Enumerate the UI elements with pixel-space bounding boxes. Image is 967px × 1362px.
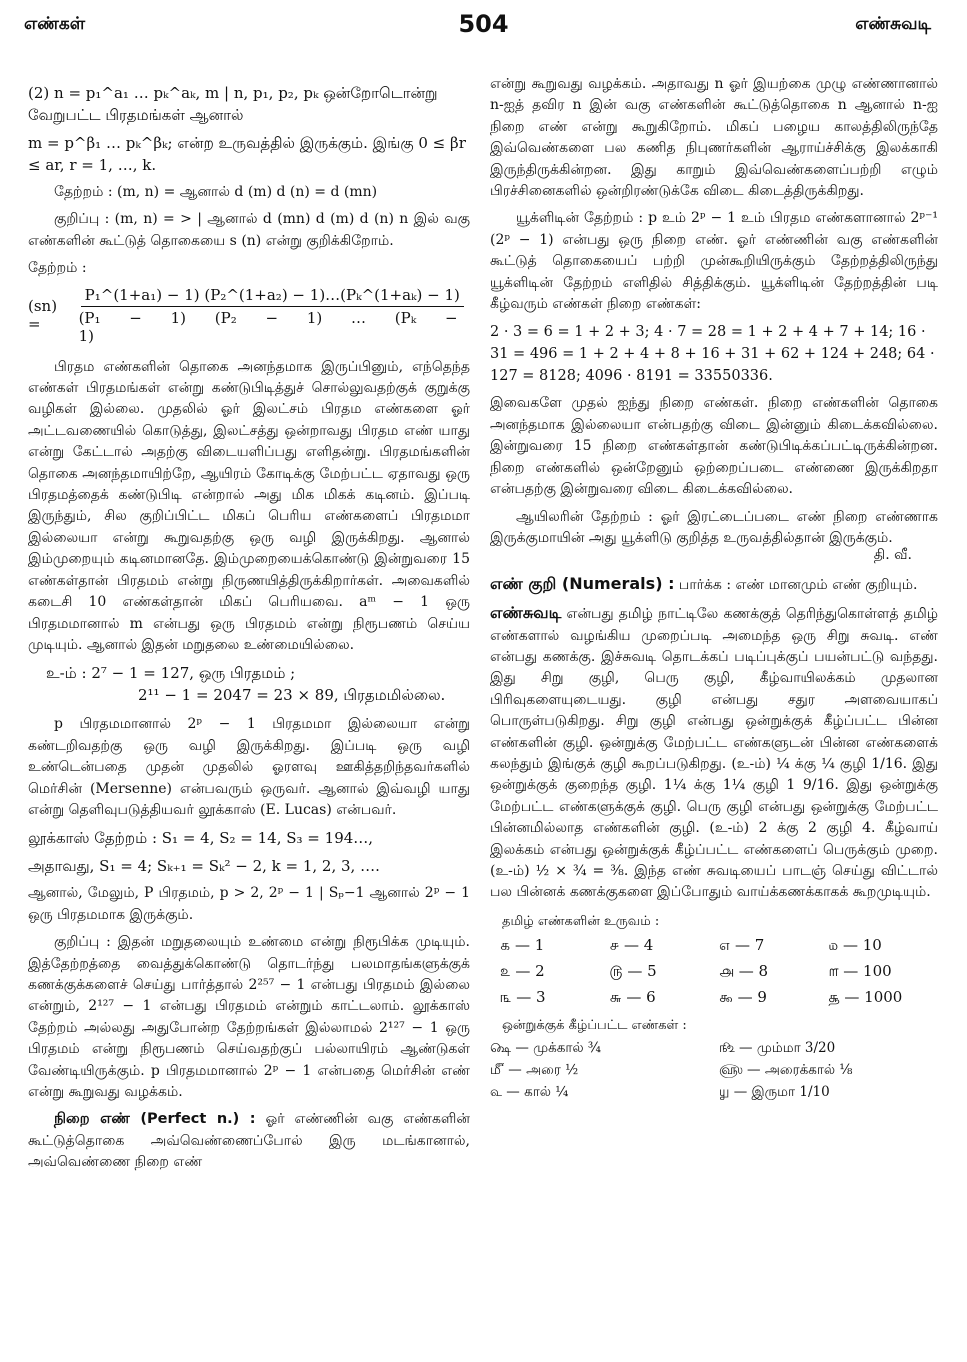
numeral-cell: ௮ — 8	[719, 961, 769, 980]
numerals-see-also: பார்க்க : எண் மானமும் எண் குறியும்.	[678, 576, 918, 593]
formula-lhs: (sn) =	[28, 297, 58, 334]
numeral-cell: ௧ — 1	[500, 935, 545, 954]
right-column	[490, 74, 938, 1102]
tamil-numerals-table	[500, 936, 938, 1008]
formula-numerator: P₁^(1+a₁) − 1) (P₂^(1+a₂) − 1)…(Pₖ^(1+aₖ) − 1)	[81, 286, 464, 307]
perfect-number-text: ஓர் எண்ணின் வகு எண்களின் கூட்டுத்தொகை அவ்வெண்ணைப்போல் இரு மடங்கானால், அவ்வெண்ணை நிறை எண்	[28, 1111, 470, 1171]
example-127: உ-ம் : 2⁷ − 1 = 127, ஒரு பிரதமம் ;	[46, 664, 296, 683]
divisor-form: m = p^β₁ … pₖ^βₖ; என்ற உருவத்தில் இருக்கும். இங்கு 0 ≤ βr ≤ ar, r = 1, …, k.	[28, 134, 466, 174]
left-column	[28, 82, 470, 1180]
tamil-fractions-table	[490, 1040, 938, 1102]
perfect-number-heading: நிறை எண் (Perfect n.) :	[54, 1111, 256, 1128]
sigma-formula	[28, 286, 470, 345]
numeral-cell: ௱ — 100	[828, 961, 892, 980]
suvadi-heading: எண்சுவடி	[490, 603, 562, 623]
factorization-formula: (2) n = p₁^a₁ … pₖ^aₖ, m | n, p₁, p₂, pₖ ஒன்றோடொன்று வேறுபட்ட பிரதமங்கள் ஆனால்	[28, 84, 438, 124]
numeral-cell: ௰ — 10	[828, 935, 882, 954]
tamil-numerals-caption: தமிழ் எண்களின் உருவம் :	[502, 913, 660, 929]
paragraph-note: குறிப்பு : இதன் மறுதலையும் உண்மை என்று நிரூபிக்க முடியும். இத்தேற்றத்தை வைத்துக்கொண்டு தொடர்ந்து பலமாதங்களுக்குக் கணக்குக்களைச் செய்து பார்த்தால் 2²⁵⁷ − 1 என்பது பிரதமம் இல்லை என்றும், 2¹²⁷ − 1 என்பது பிரதமம் என்றும் காட்டலாம். லூக்காஸ் தேற்றம் அல்லது அதுபோன்ற தேற்றங்கள் இல்லாமல் 2¹²⁷ − 1 ஒரு பிரதமம் என்று நிரூபணம் செய்வதற்குப் பல்லாயிரம் ஆண்டுகள் வேண்டியிருக்கும். p பிரதமமானால் 2ᵖ − 1 என்பதை மெர்சின் எண் என்று கூறுவது வழக்கம்.	[28, 934, 470, 1100]
paragraph-euclid: யூக்ளிடின் தேற்றம் : p உம் 2ᵖ − 1 உம் பிரதம எண்களானால் 2ᵖ⁻¹ (2ᵖ − 1) என்பது ஒரு நிறை எண். ஓர் எண்ணின் வகு எண்களின் கூட்டுத் தொகையைப் பற்றி முன்கூறியிருக்கும் தேற்றத்திலிருந்து யூக்ளிடின் தேற்றம் எளிதில் சித்திக்கும். யூக்ளிடின் தேற்றத்தின் படி கீழ்வரும் எண்கள் நிறை எண்கள்:	[490, 210, 938, 313]
fraction-cell: ௶ — இருமா 1/10	[719, 1083, 830, 1100]
numeral-cell: ௯ — 9	[719, 987, 767, 1006]
fraction-cell: ௳ — கால் ¼	[490, 1083, 569, 1100]
numeral-cell: ௫ — 5	[609, 961, 657, 980]
fraction-cell: ௴ — அரை ½	[490, 1061, 579, 1078]
lucas-recurrence: அதாவது, S₁ = 4; Sₖ₊₁ = Sₖ² − 2, k = 1, 2, 3, ….	[28, 857, 380, 876]
fraction-cell: ௸ — முக்கால் ¾	[490, 1039, 602, 1056]
numeral-cell: ௬ — 6	[609, 987, 656, 1006]
theorem-label: தேற்றம் :	[28, 260, 87, 277]
entry-numerals	[490, 573, 938, 596]
numeral-cell: ௩ — 3	[500, 987, 546, 1006]
paragraph-euler: ஆயிலரின் தேற்றம் : ஓர் இரட்டைப்படை எண் நிறை எண்ணாக இருக்குமாயின் அது யூக்ளிடு குறித்த உருவத்தில்தான் இருக்கும்.	[490, 508, 938, 546]
header-left-keyword: எண்கள்	[24, 14, 86, 34]
numeral-cell: ௪ — 4	[609, 935, 654, 954]
formula-fraction	[75, 286, 470, 345]
author-signature: தி. வீ.	[873, 547, 912, 564]
theorem-multiplicative: தேற்றம் : (m, n) = ஆனால் d (m) d (n) = d (mn)	[54, 184, 378, 200]
note-divisor-sum: குறிப்பு : (m, n) = > | ஆனால் d (mn) d (m) d (n) n இல் வகு எண்களின் கூட்டுத் தொகையை s (n) என்று குறிக்கிறோம்.	[28, 211, 470, 249]
fractions-caption: ஒன்றுக்குக் கீழ்ப்பட்ட எண்கள் :	[502, 1017, 687, 1033]
suvadi-text: என்பது தமிழ் நாட்டிலே கணக்குத் தெரிந்துகொள்ளத் தமிழ் எண்களால் வழங்கிய முறைப்படி அமைந்த ஒரு சிறு சுவடி. எண் என்பது கணக்கு. இச்சுவடி தொடக்கப் படிப்புக்குப் பயன்பட்டு வந்தது. இது சிறு குழி, பெரு குழி, கீழ்வாயிலக்கம் முதலான பிரிவுகளையுடையது. குழி என்பது சதுர அளவையாகப் பொருள்படுகிறது. சிறு குழி என்பது ஒன்றுக்குக் கீழ்ப்பட்ட பின்ன எண்களின் குழி. ஒன்றுக்கு மேற்பட்ட எண்களுடன் பின்ன எண்களைக் கலந்தும் இங்குக் குழி கூறப்படுகிறது. (உ-ம்) ¼ க்கு ¼ குழி 1/16. இது ஒன்றுக்குக் குறைந்த குழி. 1¼ க்கு 1¼ குழி 1 9/16. இது ஒன்றுக்கு மேற்பட்ட எண்களுக்குக் குழி. பெரு குழி என்பது ஒன்றுக்கு மேற்பட்ட பின்னமில்லாத எண்களின் குழி. (உ-ம்) 2 க்கு 2 குழி 4. கீழ்வாய் இலக்கம் என்பது ஒன்றுக்குக் கீழ்ப்பட்ட எண்களைப் பெருக்கும் முறை. (உ-ம்) ½ × ¾ = ⅜. இந்த எண் சுவடியைப் பாடஞ் செய்து விட்டால் பல பின்னக் கணக்குகளை இப்போதும் வாய்க்கணக்காகக் கூறமுடியும்.	[490, 606, 938, 901]
lucas-condition: ஆனால், மேலும், P பிரதமம், p > 2, 2ᵖ − 1 | Sₚ−1 ஆனால் 2ᵖ − 1 ஒரு பிரதமமாக இருக்கும்.	[28, 885, 470, 923]
lucas-theorem: லூக்காஸ் தேற்றம் : S₁ = 4, S₂ = 14, S₃ = 194…,	[28, 829, 374, 848]
example-2047: 2¹¹ − 1 = 2047 = 23 × 89, பிரதமமில்லை.	[138, 686, 446, 705]
perfect-number-list: 2 · 3 = 6 = 1 + 2 + 3; 4 · 7 = 28 = 1 + 2 + 4 + 7 + 14; 16 · 31 = 496 = 1 + 2 + 4 + 8 + 16 + 31 + 62 + 124 + 248; 64 · 127 = 8128; 4096 · 8191 = 33550336.	[490, 324, 935, 385]
header-right-keyword: எண்சுவடி	[855, 14, 931, 34]
fraction-cell: ௺ — மும்மா 3/20	[719, 1039, 836, 1056]
numeral-cell: ௭ — 7	[719, 935, 765, 954]
paragraph-primes: பிரதம எண்களின் தொகை அனந்தமாக இருப்பினும், எந்தெந்த எண்கள் பிரதமங்கள் என்று கண்டுபிடித்துச் சொல்லுவதற்குக் குறுக்கு வழிகள் இல்லை. முதலில் ஓர் இலட்சம் பிரதம எண்களை ஓர் அட்டவணையில் கொடுத்து, இலட்சத்து ஒன்றாவது பிரதம எண் யாது என்று கேட்டால் அதற்கு விடையளிப்பது எளிதன்று. பிரதமங்களின் தொகை அனந்தமாயிற்றே, ஆயிரம் கோடிக்கு மேற்பட்ட ஏதாவது ஒரு பிரதமத்தைக் கண்டுபிடி என்றால் அது மிக மிகக் கடினம். இப்படி இருந்தும், சில குறிப்பிட்ட மிகப் பெரிய எண்களைப் பிரதமமா இல்லையா என்று கூறுவதற்கு ஒரு வழி இருக்கிறது. ஆனால் இம்முறையும் கடினமானதே. இம்முறையைக்கொண்டு இன்றுவரை 15 எண்கள்தான் பிரதமம் என்று நிருணயித்திருக்கிறார்கள். அவைகளில் கடைசி 10 எண்கள்தான் மிகப் பெரியவை. aᵐ − 1 ஒரு பிரதமமானால் m என்பது ஒரு பிரதமம் என்று நிரூபணம் செய்ய முடியும். ஆனால் இதன் மறுதலை உண்மையில்லை.	[28, 358, 470, 653]
numerals-heading: எண் குறி (Numerals) :	[490, 573, 675, 593]
numeral-cell: ௨ — 2	[500, 961, 545, 980]
paragraph-perfect	[28, 1109, 470, 1173]
entry-suvadi	[490, 602, 938, 904]
paragraph-continuation: என்று கூறுவது வழக்கம். அதாவது n ஓர் இயற்கை முழு எண்ணானால் n-ஐத் தவிர n இன் வகு எண்களின் கூட்டுத்தொகை n ஆனால் n-ஐ நிறை எண் என்று கூறுகிறோம். மிகப் பழைய காலத்திலிருந்தே இவ்வெண்களை பல கணித நிபுணர்களின் ஆராய்ச்சிக்கு இலக்காகி இருந்திருக்கின்றன. இது காறும் இவ்வெண்களைப்பற்றி எழும் பிரச்சினைகளில் ஒன்றிரண்டுக்கே விடை கிடைத்திருக்கிறது.	[490, 76, 938, 200]
fraction-cell: ௵ — அரைக்கால் ⅛	[719, 1061, 853, 1078]
numeral-cell: ௲ — 1000	[828, 987, 903, 1006]
paragraph-mersenne: p பிரதமமானால் 2ᵖ − 1 பிரதமமா இல்லையா என்று கண்டறிவதற்கு ஒரு வழி இருக்கிறது. இப்படி ஒரு வழி உண்டென்பதை முதன் முதலில் ஓரளவு ஊகித்தறிந்தவர்களில் மெர்சின் (Mersenne) என்பவரும் ஒருவர். ஆனால் இவ்வழி யாது என்று தெளிவுபடுத்தியவர் லூக்காஸ் (E. Lucas) என்பவர்.	[28, 716, 470, 818]
paragraph-first-five: இவைகளே முதல் ஐந்து நிறை எண்கள். நிறை எண்களின் தொகை அனந்தமாக இல்லையா என்பதற்கு விடை இன்னும் கிடைக்கவில்லை. இன்றுவரை 15 நிறை எண்கள்தான் கண்டுபிடிக்கப்பட்டிருக்கின்றன. நிறை எண்களில் ஒன்றேனும் ஒற்றைப்படை எண்ணை இருக்கிறதா என்பதற்கு இன்றுவரை விடை கிடைக்கவில்லை.	[490, 395, 938, 498]
page-number: 504	[458, 10, 509, 38]
formula-denominator: (P₁ − 1) (P₂ − 1) … (Pₖ − 1)	[78, 308, 458, 345]
